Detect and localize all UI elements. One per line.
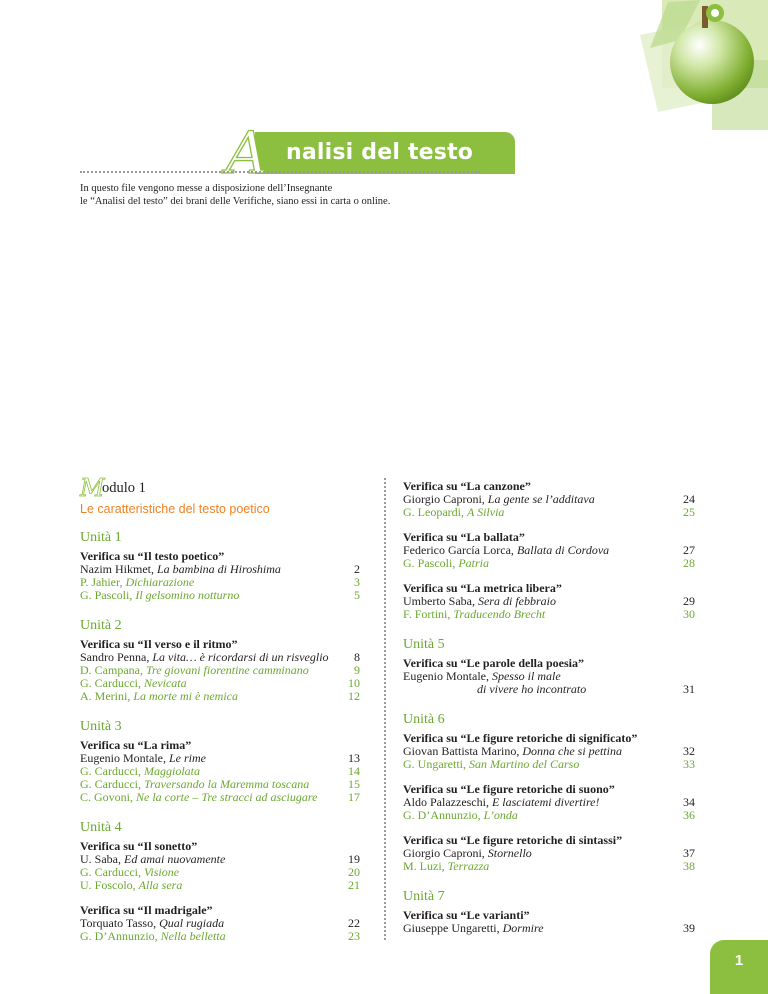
toc-entry[interactable]: G. Pascoli, Il gelsomino notturno 5 — [80, 588, 360, 602]
page-number: 29 — [683, 594, 695, 608]
unit-heading: Unità 6 — [403, 712, 445, 727]
toc-entry[interactable]: F. Fortini, Traducendo Brecht 30 — [403, 607, 695, 621]
verifica-title: Verifica su “Il madrigale” — [80, 903, 213, 917]
verifica-title: Verifica su “Le varianti” — [403, 908, 530, 922]
unit-heading: Unità 5 — [403, 637, 445, 652]
page-number: 37 — [683, 846, 695, 860]
toc-entry[interactable]: Giuseppe Ungaretti, Dormire 39 — [403, 921, 695, 935]
intro-line-2: le “Analisi del testo” dei brani delle Verifiche, siano essi in carta o online. — [80, 196, 391, 207]
toc-entry[interactable]: P. Jahier, Dichiarazione 3 — [80, 575, 360, 589]
verifica-title: Verifica su “La metrica libera” — [403, 581, 562, 595]
toc-entry[interactable]: Eugenio Montale, Le rime 13 — [80, 751, 360, 765]
toc-entry[interactable]: M. Luzi, Terrazza 38 — [403, 859, 695, 873]
toc-entry[interactable]: Federico García Lorca, Ballata di Cordova 27 — [403, 543, 695, 557]
unit-heading: Unità 2 — [80, 618, 122, 633]
page-number: 14 — [348, 764, 360, 778]
page-number: 27 — [683, 543, 695, 557]
toc-entry[interactable]: C. Govoni, Ne la corte – Tre stracci ad asciugare 17 — [80, 790, 360, 804]
page-number: 13 — [348, 751, 360, 765]
toc-entry[interactable]: G. Carducci, Traversando la Maremma toscana 15 — [80, 777, 360, 791]
modulo-heading — [80, 474, 360, 502]
page-number: 8 — [354, 650, 360, 664]
toc-entry[interactable]: Giorgio Caproni, La gente se l’additava 24 — [403, 492, 695, 506]
page-number: 28 — [683, 556, 695, 570]
page-number: 17 — [348, 790, 360, 804]
verifica-title: Verifica su “Le figure retoriche di sintassi” — [403, 833, 623, 847]
verifica-title: Verifica su “Le figure retoriche di significato” — [403, 731, 638, 745]
page-number: 38 — [683, 859, 695, 873]
column-divider — [384, 478, 386, 940]
footer-page-number: 1 — [734, 952, 744, 969]
page-number: 36 — [683, 808, 695, 822]
toc-entry[interactable]: G. Carducci, Maggiolata 14 — [80, 764, 360, 778]
page-number: 30 — [683, 607, 695, 621]
toc-entry[interactable]: Umberto Saba, Sera di febbraio 29 — [403, 594, 695, 608]
toc-right-column — [403, 480, 695, 935]
toc-entry[interactable]: G. Pascoli, Patria 28 — [403, 556, 695, 570]
verifica-title: Verifica su “Il sonetto” — [80, 839, 198, 853]
page-number: 39 — [683, 921, 695, 935]
page-number: 31 — [683, 682, 695, 696]
title-initial: A — [226, 119, 268, 187]
toc-entry[interactable]: G. Leopardi, A Silvia 25 — [403, 505, 695, 519]
page-number: 23 — [348, 929, 360, 943]
verifica-title: Verifica su “La ballata” — [403, 530, 525, 544]
page-number: 33 — [683, 757, 695, 771]
page-number: 34 — [683, 795, 695, 809]
page-number: 15 — [348, 777, 360, 791]
page-number: 25 — [683, 505, 695, 519]
page-number: 24 — [683, 492, 695, 506]
page-number: 2 — [354, 562, 360, 576]
toc-entry[interactable]: A. Merini, La morte mi è nemica 12 — [80, 689, 360, 703]
toc-entry[interactable]: G. Carducci, Nevicata 10 — [80, 676, 360, 690]
toc-entry[interactable]: U. Foscolo, Alla sera 21 — [80, 878, 360, 892]
intro-text — [80, 182, 580, 208]
modulo-subtitle: Le caratteristiche del testo poetico — [80, 502, 270, 516]
page-number: 21 — [348, 878, 360, 892]
verifica-title: Verifica su “Il testo poetico” — [80, 549, 225, 563]
toc-entry[interactable]: U. Saba, Ed amai nuovamente 19 — [80, 852, 360, 866]
toc-entry[interactable]: G. D’Annunzio, L’onda 36 — [403, 808, 695, 822]
verifica-title: Verifica su “Le parole della poesia” — [403, 656, 584, 670]
page-number: 5 — [354, 588, 360, 602]
page-title: nalisi del testo — [286, 140, 474, 165]
unit-heading: Unità 1 — [80, 530, 122, 545]
page-number: 12 — [348, 689, 360, 703]
verifica-title: Verifica su “Le figure retoriche di suono” — [403, 782, 615, 796]
page-number: 22 — [348, 916, 360, 930]
modulo-initial: M — [80, 474, 105, 502]
divider-dotted — [80, 171, 480, 173]
toc-entry[interactable]: Giorgio Caproni, Stornello 37 — [403, 846, 695, 860]
toc-left-column — [80, 474, 360, 943]
intro-line-1: In questo file vengono messe a disposizione dell’Insegnante — [80, 183, 333, 194]
toc-entry[interactable]: G. Ungaretti, San Martino del Carso 33 — [403, 757, 695, 771]
decorative-sphere-graphic — [600, 0, 768, 160]
toc-entry[interactable]: Sandro Penna, La vita… è ricordarsi di un risveglio 8 — [80, 650, 360, 664]
page-number: 19 — [348, 852, 360, 866]
toc-entry[interactable]: G. Carducci, Visione 20 — [80, 865, 360, 879]
modulo-title: odulo 1 — [102, 480, 146, 496]
verifica-title: Verifica su “La canzone” — [403, 479, 531, 493]
page-number-badge — [710, 940, 768, 994]
toc-entry[interactable]: Aldo Palazzeschi, E lasciatemi divertire! 34 — [403, 795, 695, 809]
unit-heading: Unità 7 — [403, 889, 445, 904]
toc-entry[interactable]: D. Campana, Tre giovani fiorentine camminano 9 — [80, 663, 360, 677]
toc-entry[interactable]: Torquato Tasso, Qual rugiada 22 — [80, 916, 360, 930]
toc-entry[interactable]: Nazim Hikmet, La bambina di Hiroshima 2 — [80, 562, 360, 576]
toc-entry[interactable]: G. D’Annunzio, Nella belletta 23 — [80, 929, 360, 943]
page-number: 20 — [348, 865, 360, 879]
verifica-title: Verifica su “Il verso e il ritmo” — [80, 637, 238, 651]
toc-entry[interactable]: Giovan Battista Marino, Donna che si pettina 32 — [403, 744, 695, 758]
page-number: 3 — [354, 575, 360, 589]
verifica-title: Verifica su “La rima” — [80, 738, 192, 752]
unit-heading: Unità 3 — [80, 719, 122, 734]
page-number: 10 — [348, 676, 360, 690]
unit-heading: Unità 4 — [80, 820, 122, 835]
page-number: 9 — [354, 663, 360, 677]
page-number: 32 — [683, 744, 695, 758]
toc-entry[interactable]: Eugenio Montale, Spesso il male di vivere ho incontrato 31 — [403, 669, 695, 696]
